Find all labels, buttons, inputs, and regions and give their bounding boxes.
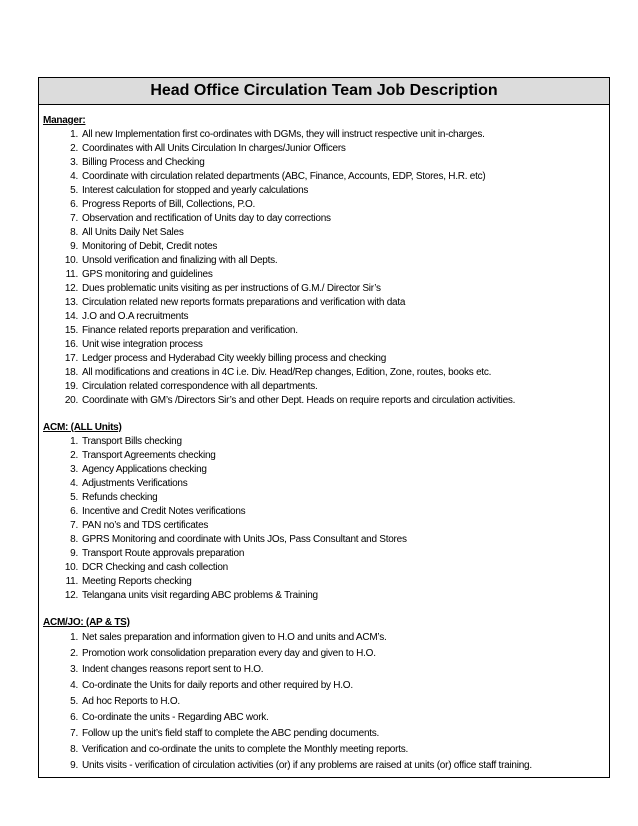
item-text: Circulation related new reports formats preparations and verification with data [82, 297, 406, 308]
item-number: 10. [64, 255, 78, 266]
item-text: J.O and O.A recruitments [82, 311, 189, 322]
item-text: Dues problematic units visiting as per instructions of G.M./ Director Sir’s [82, 283, 381, 294]
list-item [43, 519, 605, 533]
list-item [43, 742, 605, 758]
item-number: 5. [70, 492, 78, 503]
item-text: Coordinate with circulation related departments (ABC, Finance, Accounts, EDP, Stores, H.R. etc) [82, 171, 486, 182]
item-text: GPS monitoring and guidelines [82, 269, 213, 280]
list-item [43, 254, 605, 268]
list-item [43, 142, 605, 156]
list-item [43, 491, 605, 505]
item-number: 14. [64, 311, 78, 322]
list-item [43, 561, 605, 575]
item-text: Observation and rectification of Units day to day corrections [82, 213, 331, 224]
item-text: Telangana units visit regarding ABC problems & Training [82, 590, 318, 601]
list-item [43, 694, 605, 710]
item-number: 18. [64, 367, 78, 378]
item-text: Co-ordinate the units - Regarding ABC work. [82, 712, 269, 723]
list-item [43, 212, 605, 226]
item-text: Promotion work consolidation preparation every day and given to H.O. [82, 648, 376, 659]
list-item [43, 296, 605, 310]
item-number: 1. [70, 436, 78, 447]
list-item [43, 268, 605, 282]
item-number: 9. [70, 241, 78, 252]
list-item [43, 547, 605, 561]
list-item [43, 662, 605, 678]
item-text: Refunds checking [82, 492, 158, 503]
list-item [43, 226, 605, 240]
item-number: 13. [64, 297, 78, 308]
manager-duties-list [43, 128, 605, 408]
list-item [43, 477, 605, 491]
item-number: 8. [70, 744, 78, 755]
item-number: 2. [70, 450, 78, 461]
item-number: 17. [64, 353, 78, 364]
item-text: Interest calculation for stopped and yearly calculations [82, 185, 309, 196]
item-text: Transport Route approvals preparation [82, 548, 245, 559]
list-item [43, 435, 605, 449]
item-number: 16. [64, 339, 78, 350]
item-text: Indent changes reasons report sent to H.O. [82, 664, 264, 675]
acm-jo-duties-list [43, 630, 605, 774]
list-item [43, 198, 605, 212]
item-number: 1. [70, 129, 78, 140]
item-number: 7. [70, 728, 78, 739]
item-text: Transport Agreements checking [82, 450, 216, 461]
item-text: Transport Bills checking [82, 436, 182, 447]
section-heading-acm: ACM: (ALL Units) [43, 422, 122, 433]
item-number: 20. [64, 395, 78, 406]
list-item [43, 575, 605, 589]
item-number: 8. [70, 227, 78, 238]
item-text: Meeting Reports checking [82, 576, 192, 587]
item-text: Finance related reports preparation and verification. [82, 325, 298, 336]
list-item [43, 184, 605, 198]
list-item [43, 282, 605, 296]
item-text: PAN no’s and TDS certificates [82, 520, 209, 531]
item-text: Coordinates with All Units Circulation In charges/Junior Officers [82, 143, 346, 154]
item-number: 7. [70, 213, 78, 224]
item-number: 8. [70, 534, 78, 545]
list-item [43, 156, 605, 170]
item-number: 5. [70, 696, 78, 707]
list-item [43, 366, 605, 380]
item-number: 4. [70, 478, 78, 489]
list-item [43, 678, 605, 694]
list-item [43, 240, 605, 254]
item-number: 4. [70, 171, 78, 182]
item-number: 3. [70, 157, 78, 168]
item-number: 12. [64, 590, 78, 601]
list-item [43, 758, 605, 774]
list-item [43, 310, 605, 324]
item-text: All new Implementation first co-ordinates with DGMs, they will instruct respective unit in-charges. [82, 129, 485, 140]
section-heading-acm-jo: ACM/JO: (AP & TS) [43, 617, 130, 628]
item-text: Net sales preparation and information given to H.O and units and ACM’s. [82, 632, 387, 643]
item-number: 12. [64, 283, 78, 294]
item-text: Coordinate with GM’s /Directors Sir’s and other Dept. Heads on require reports and circulation activities. [82, 395, 516, 406]
list-item [43, 352, 605, 366]
item-text: Ledger process and Hyderabad City weekly billing process and checking [82, 353, 387, 364]
item-number: 11. [65, 269, 78, 280]
item-number: 6. [70, 506, 78, 517]
list-item [43, 449, 605, 463]
item-text: Ad hoc Reports to H.O. [82, 696, 180, 707]
item-text: Billing Process and Checking [82, 157, 205, 168]
item-number: 6. [70, 712, 78, 723]
item-number: 15. [64, 325, 78, 336]
item-text: Follow up the unit’s field staff to complete the ABC pending documents. [82, 728, 380, 739]
item-number: 10. [64, 562, 78, 573]
item-number: 2. [70, 648, 78, 659]
item-text: Adjustments Verifications [82, 478, 188, 489]
item-number: 9. [70, 760, 78, 771]
section-heading-manager: Manager: [43, 115, 86, 126]
list-item [43, 589, 605, 603]
list-item [43, 170, 605, 184]
item-text: Monitoring of Debit, Credit notes [82, 241, 218, 252]
item-text: Unit wise integration process [82, 339, 203, 350]
item-text: DCR Checking and cash collection [82, 562, 228, 573]
item-number: 9. [70, 548, 78, 559]
list-item [43, 394, 605, 408]
list-item [43, 726, 605, 742]
item-number: 3. [70, 464, 78, 475]
list-item [43, 630, 605, 646]
item-text: Unsold verification and finalizing with all Depts. [82, 255, 278, 266]
item-text: Incentive and Credit Notes verifications [82, 506, 246, 517]
list-item [43, 646, 605, 662]
item-text: All modifications and creations in 4C i.e. Div. Head/Rep changes, Edition, Zone, routes, books etc. [82, 367, 492, 378]
list-item [43, 128, 605, 142]
item-text: Agency Applications checking [82, 464, 207, 475]
job-description-box [38, 77, 610, 778]
content [39, 105, 609, 774]
item-number: 5. [70, 185, 78, 196]
item-text: Verification and co-ordinate the units to complete the Monthly meeting reports. [82, 744, 408, 755]
item-text: All Units Daily Net Sales [82, 227, 184, 238]
item-text: Progress Reports of Bill, Collections, P.O. [82, 199, 256, 210]
item-text: Units visits - verification of circulation activities (or) if any problems are raised at units (or) office staff training. [82, 760, 532, 771]
item-text: GPRS Monitoring and coordinate with Units JOs, Pass Consultant and Stores [82, 534, 407, 545]
list-item [43, 505, 605, 519]
item-number: 11. [65, 576, 78, 587]
item-number: 6. [70, 199, 78, 210]
item-number: 4. [70, 680, 78, 691]
item-number: 19. [64, 381, 78, 392]
item-number: 1. [70, 632, 78, 643]
item-number: 2. [70, 143, 78, 154]
item-number: 3. [70, 664, 78, 675]
list-item [43, 463, 605, 477]
item-text: Co-ordinate the Units for daily reports and other required by H.O. [82, 680, 353, 691]
acm-duties-list [43, 435, 605, 603]
item-text: Circulation related correspondence with all departments. [82, 381, 318, 392]
item-number: 7. [70, 520, 78, 531]
list-item [43, 380, 605, 394]
list-item [43, 338, 605, 352]
list-item [43, 324, 605, 338]
document-title: Head Office Circulation Team Job Description [39, 78, 609, 105]
list-item [43, 710, 605, 726]
list-item [43, 533, 605, 547]
